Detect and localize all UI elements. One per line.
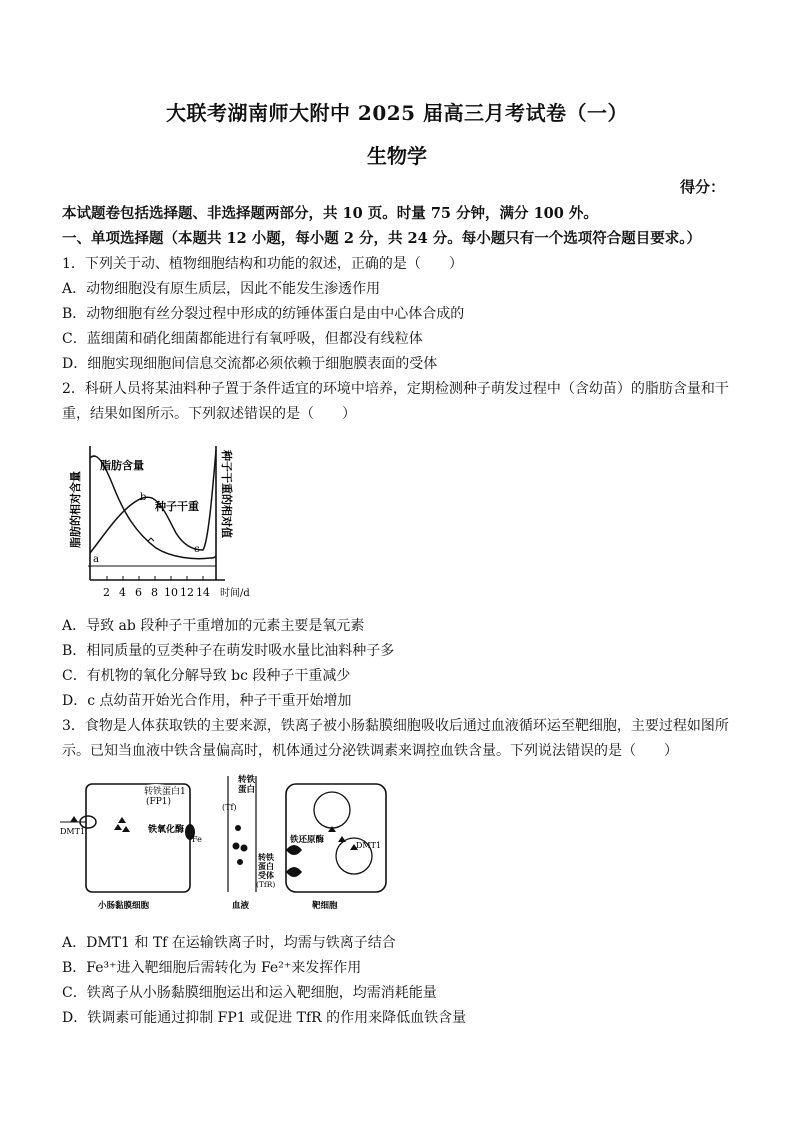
q2-option-d: D．c 点幼苗开始光合作用，种子干重开始增加	[62, 693, 352, 709]
exam-intro: 本试题卷包括选择题、非选择题两部分，共 10 页。时量 75 分钟，满分 100 外。	[62, 205, 598, 222]
x-tick-10: 10	[164, 586, 178, 599]
x-tick-14: 14	[196, 586, 210, 599]
fp1-abbr: (FP1)	[146, 797, 172, 807]
q3-option-d: D．铁调素可能通过抑制 FP1 或促进 TfR 的作用来降低血铁含量	[62, 1010, 467, 1026]
x-tick-6: 6	[135, 586, 142, 599]
q3-stem-line1: 3．食物是人体获取铁的主要来源，铁离子被小肠黏膜细胞吸收后通过血液循环运至靶细胞，主要过程如图所	[62, 718, 729, 734]
blood-label: 血液	[232, 901, 250, 911]
subject-title: 生物学	[367, 144, 427, 168]
dmt1-right-label: DMT1	[356, 841, 382, 850]
y-axis-left-label: 脂肪的相对含量	[69, 471, 82, 548]
q1-option-b: B．动物细胞有丝分裂过程中形成的纺锤体蛋白是由中心体合成的	[62, 306, 465, 322]
fe-label: Fe	[192, 835, 202, 844]
exam-title: 大联考湖南师大附中 2025 届高三月考试卷（一）	[165, 101, 629, 125]
tfr-label-1: 转铁	[258, 852, 274, 862]
q3-figure	[60, 770, 390, 918]
q3-option-a: A．DMT1 和 Tf 在运输铁离子时，均需与铁离子结合	[62, 935, 396, 951]
dmt1-left-label: DMT1	[60, 827, 86, 836]
q3-option-b: B．Fe³⁺进入靶细胞后需转化为 Fe²⁺来发挥作用	[62, 960, 362, 976]
x-tick-12: 12	[180, 586, 194, 599]
q2-option-a: A．导致 ab 段种子干重增加的元素主要是氧元素	[62, 618, 365, 634]
fat-label: 脂肪含量	[100, 459, 144, 472]
tf-abbr: (Tf)	[222, 803, 237, 812]
reductase-label: 铁还原酶	[290, 835, 325, 845]
target-cell-label: 靶细胞	[312, 901, 338, 911]
q2-stem-line1: 2．科研人员将某油料种子置于条件适宜的环境中培养，定期检测种子萌发过程中（含幼苗）的脂肪含量和干	[62, 381, 729, 397]
y-axis-right-label: 种子干重的相对值	[220, 450, 233, 538]
q2-figure	[60, 438, 270, 608]
oxidase-label: 铁氧化酶	[148, 825, 185, 835]
point-b: b	[140, 492, 147, 503]
x-axis-unit: 时间/d	[220, 588, 250, 599]
q1-option-d: D．细胞实现细胞间信息交流都必须依赖于细胞膜表面的受体	[62, 356, 438, 372]
tf-label-2: 蛋白	[238, 785, 256, 795]
q2-stem-line2: 重，结果如图所示。下列叙述错误的是（ ）	[62, 406, 356, 422]
x-tick-2: 2	[103, 586, 110, 599]
fp1-label: 转铁蛋白1	[144, 787, 186, 797]
section-heading: 一、单项选择题（本题共 12 小题，每小题 2 分，共 24 分。每小题只有一个选项符合题目要求。）	[62, 230, 701, 247]
q3-stem-line2: 示。已知当血液中铁含量偏高时，机体通过分泌铁调素来调控血铁含量。下列说法错误的是（ ）	[62, 743, 678, 759]
x-tick-4: 4	[119, 586, 126, 599]
point-a: a	[93, 554, 99, 565]
tf-label-1: 转铁	[238, 775, 256, 785]
x-tick-8: 8	[151, 586, 158, 599]
q1-option-a: A．动物细胞没有原生质层，因此不能发生渗透作用	[62, 281, 381, 297]
intestinal-cell	[86, 784, 190, 892]
q3-option-c: C．铁离子从小肠黏膜细胞运出和运入靶细胞，均需消耗能量	[62, 985, 437, 1001]
tfr-abbr: (TfR)	[256, 880, 276, 889]
q1-stem: 1．下列关于动、植物细胞结构和功能的叙述，正确的是（ ）	[62, 256, 463, 272]
q2-option-b: B．相同质量的豆类种子在萌发时吸水量比油料种子多	[62, 643, 395, 659]
point-c: c	[194, 544, 200, 555]
score-label: 得分：	[680, 178, 726, 196]
q2-option-c: C．有机物的氧化分解导致 bc 段种子干重减少	[62, 668, 351, 684]
dry-weight-label: 种子干重	[155, 500, 199, 513]
q1-option-c: C．蓝细菌和硝化细菌都能进行有氧呼吸，但都没有线粒体	[62, 331, 423, 347]
tfr-label-2: 蛋白	[258, 861, 274, 871]
tfr-label-3: 受体	[258, 870, 274, 880]
intestinal-cell-label: 小肠黏膜细胞	[98, 901, 150, 911]
